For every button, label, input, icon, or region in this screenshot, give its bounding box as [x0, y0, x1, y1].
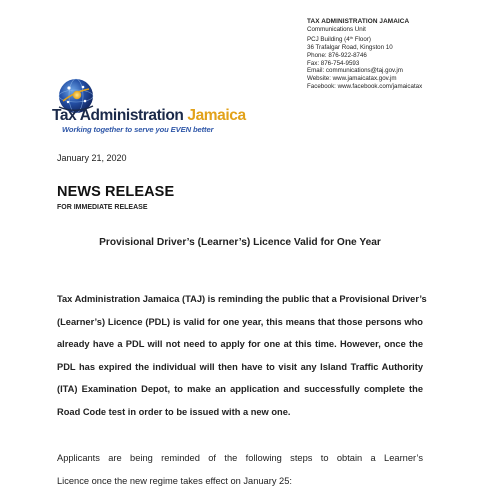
- contact-building-pre: PCJ Building (4: [307, 35, 350, 43]
- contact-address: 36 Trafalgar Road, Kingston 10: [307, 43, 393, 51]
- contact-fax: Fax: 876-754-9593: [307, 59, 360, 67]
- contact-building-sup: th: [349, 34, 353, 40]
- contact-website[interactable]: Website: www.jamaicatax.gov.jm: [307, 75, 397, 83]
- contact-org: TAX ADMINISTRATION JAMAICA: [307, 18, 410, 25]
- contact-block: [307, 18, 422, 91]
- contact-building-post: Floor): [353, 35, 371, 43]
- contact-facebook[interactable]: Facebook: www.facebook.com/jamaicatax: [307, 83, 423, 91]
- release-date: January 21, 2020: [57, 153, 127, 163]
- paragraph-line: already have a PDL will not need to apply for one at this time. However, once the: [57, 339, 423, 350]
- paragraph-line: Licence once the new regime takes effect on January 25:: [57, 475, 292, 486]
- logo-name-main: Tax Administration: [52, 107, 188, 124]
- contact-phone: Phone: 876-922-8746: [307, 51, 367, 59]
- contact-email[interactable]: Email: communications@taj.gov.jm: [307, 67, 403, 75]
- paragraph-2: [57, 453, 423, 498]
- news-release-heading: NEWS RELEASE: [57, 184, 175, 200]
- taj-logo: [50, 70, 246, 140]
- paragraph-line: PDL has expired the individual will then have to visit any Island Traffic Authority: [57, 361, 423, 372]
- paragraph-line: Road Code test in order to be issued with a new one.: [57, 406, 291, 417]
- paragraph-line: Applicants are being reminded of the following steps to obtain a Learner’s: [57, 453, 423, 463]
- paragraph-line: (Learner’s) Licence (PDL) is valid for one year, this means that those persons who: [57, 316, 423, 327]
- paragraph-1: [57, 294, 427, 430]
- contact-unit: Communications Unit: [307, 25, 366, 33]
- logo-wordmark: [52, 107, 246, 125]
- logo-name-accent: Jamaica: [187, 107, 246, 124]
- paragraph-line: (ITA) Examination Depot, to make an application and successfully complete the: [57, 384, 423, 395]
- paragraph-line: Tax Administration Jamaica (TAJ) is reminding the public that a Provisional Driver’s: [57, 294, 427, 304]
- logo-tagline: Working together to serve you EVEN better: [62, 125, 214, 134]
- release-title: Provisional Driver’s (Learner’s) Licence Valid for One Year: [99, 237, 381, 248]
- immediate-release-label: FOR IMMEDIATE RELEASE: [57, 204, 148, 211]
- contact-building: [307, 34, 422, 44]
